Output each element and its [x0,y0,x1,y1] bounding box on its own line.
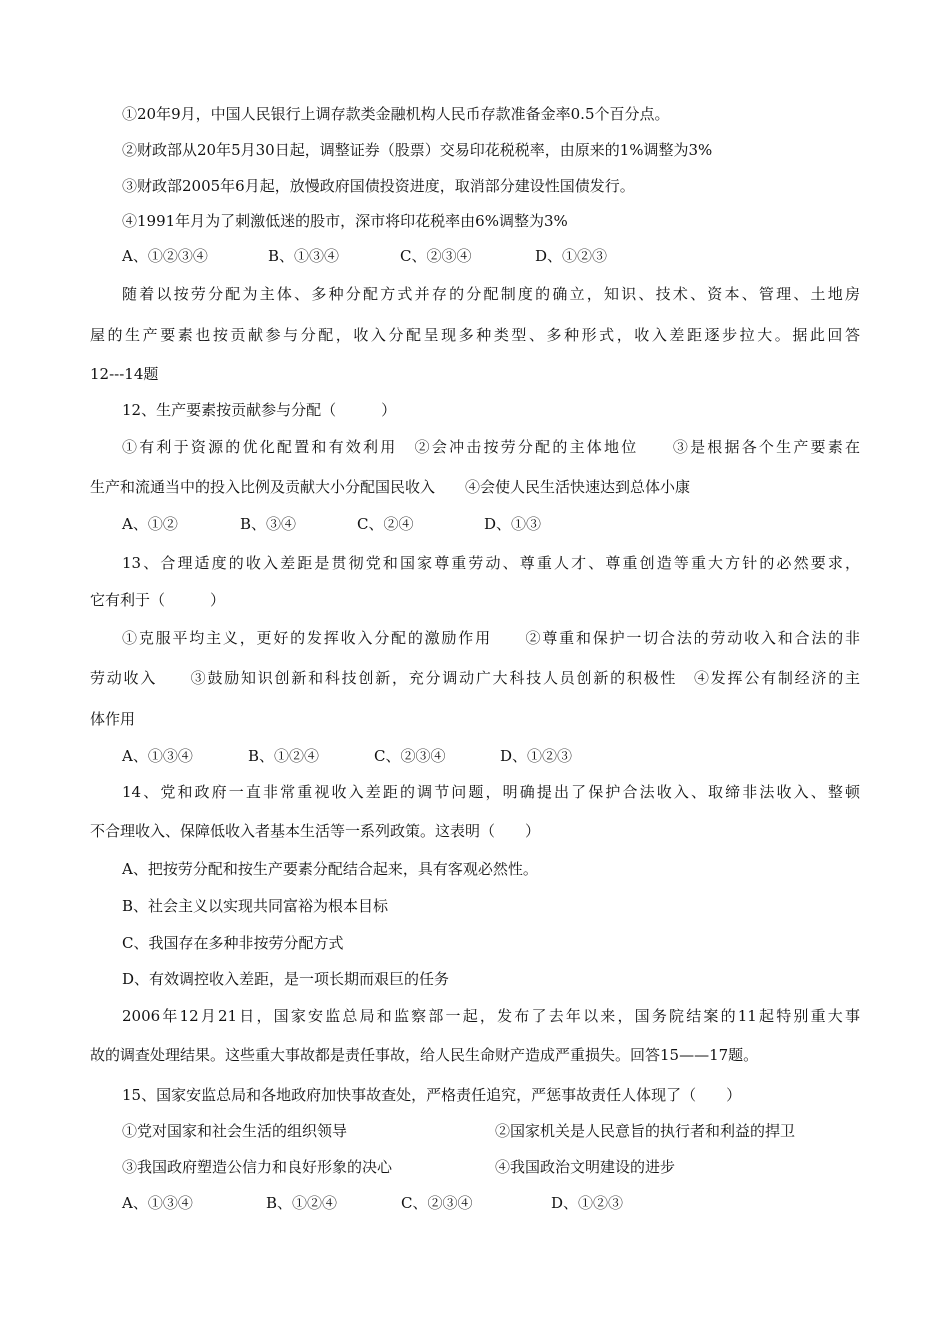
q12-line-2: 生产和流通当中的投入比例及贡献大小分配国民收入 ④会使人民生活快速达到总体小康 [90,478,691,496]
q13-stem-line-2: 它有利于（ ） [90,591,226,609]
q15-option-b: B、①②④ [266,1194,338,1212]
q13-option-c: C、②③④ [374,747,446,765]
option-a: A、①②③④ [122,247,208,265]
q15-item-1: ①党对国家和社会生活的组织领导 [122,1122,348,1140]
q14-stem-line-1: 14、党和政府一直非常重视收入差距的调节问题，明确提出了保护合法收入、取缔非法收入、整顿 [122,783,860,801]
q13-stem-line-1: 13、合理适度的收入差距是贯彻党和国家尊重劳动、尊重人才、尊重创造等重大方针的必然要求， [122,554,860,572]
q12-option-c: C、②④ [357,515,414,533]
q15-item-2: ②国家机关是人民意旨的执行者和利益的捍卫 [495,1122,796,1140]
option-d: D、①②③ [535,247,608,265]
statement-2: ②财政部从20年5月30日起，调整证券（股票）交易印花税税率，由原来的1%调整为3% [122,141,713,159]
intro-12-line-1: 随着以按劳分配为主体、多种分配方式并存的分配制度的确立，知识、技术、资本、管理、土地房 [122,285,860,303]
q12-option-d: D、①③ [484,515,542,533]
q14-choice-b: B、社会主义以实现共同富裕为根本目标 [122,897,389,915]
q14-choice-a: A、把按劳分配和按生产要素分配结合起来，具有客观必然性。 [122,860,538,878]
intro-15-line-2: 故的调查处理结果。这些重大事故都是责任事故，给人民生命财产造成严重损失。回答15——17题。 [90,1046,759,1064]
q15-option-c: C、②③④ [401,1194,473,1212]
q12-option-a: A、①② [122,515,178,533]
q15-item-4: ④我国政治文明建设的进步 [495,1158,676,1176]
q15-option-a: A、①③④ [122,1194,193,1212]
q12-stem: 12、生产要素按贡献参与分配（ ） [122,401,397,419]
q12-line-1: ①有利于资源的优化配置和有效利用 ②会冲击按劳分配的主体地位 ③是根据各个生产要素在 [122,438,860,456]
statement-3: ③财政部2005年6月起，放慢政府国债投资进度，取消部分建设性国债发行。 [122,177,635,195]
option-c: C、②③④ [400,247,472,265]
q13-line-1: ①克服平均主义，更好的发挥收入分配的激励作用 ②尊重和保护一切合法的劳动收入和合法的非 [122,629,860,647]
option-b: B、①③④ [268,247,340,265]
q15-stem: 15、国家安监总局和各地政府加快事故查处，严格责任追究，严惩事故责任人体现了（ ） [122,1086,742,1104]
q12-option-b: B、③④ [240,515,297,533]
q14-stem-line-2: 不合理收入、保障低收入者基本生活等一系列政策。这表明（ ） [90,822,541,840]
intro-12-line-3: 12---14题 [90,365,159,383]
q13-option-a: A、①③④ [122,747,193,765]
q13-line-3: 体作用 [90,710,136,728]
q13-option-b: B、①②④ [248,747,320,765]
q15-option-d: D、①②③ [551,1194,624,1212]
intro-12-line-2: 屋的生产要素也按贡献参与分配，收入分配呈现多种类型、多种形式，收入差距逐步拉大。据此回答 [90,326,860,344]
q15-item-3: ③我国政府塑造公信力和良好形象的决心 [122,1158,393,1176]
statement-1: ①20年9月，中国人民银行上调存款类金融机构人民币存款准备金率0.5个百分点。 [122,105,670,123]
q14-choice-d: D、有效调控收入差距，是一项长期而艰巨的任务 [122,970,450,988]
statement-4: ④1991年月为了刺激低迷的股市，深市将印花税率由6%调整为3% [122,212,568,230]
intro-15-line-1: 2006年12月21日，国家安监总局和监察部一起，发布了去年以来，国务院结案的11起特别重大事 [122,1007,860,1025]
q13-line-2: 劳动收入 ③鼓励知识创新和科技创新，充分调动广大科技人员创新的积极性 ④发挥公有制经济的主 [90,669,860,687]
q13-option-d: D、①②③ [500,747,573,765]
q14-choice-c: C、我国存在多种非按劳分配方式 [122,934,344,952]
